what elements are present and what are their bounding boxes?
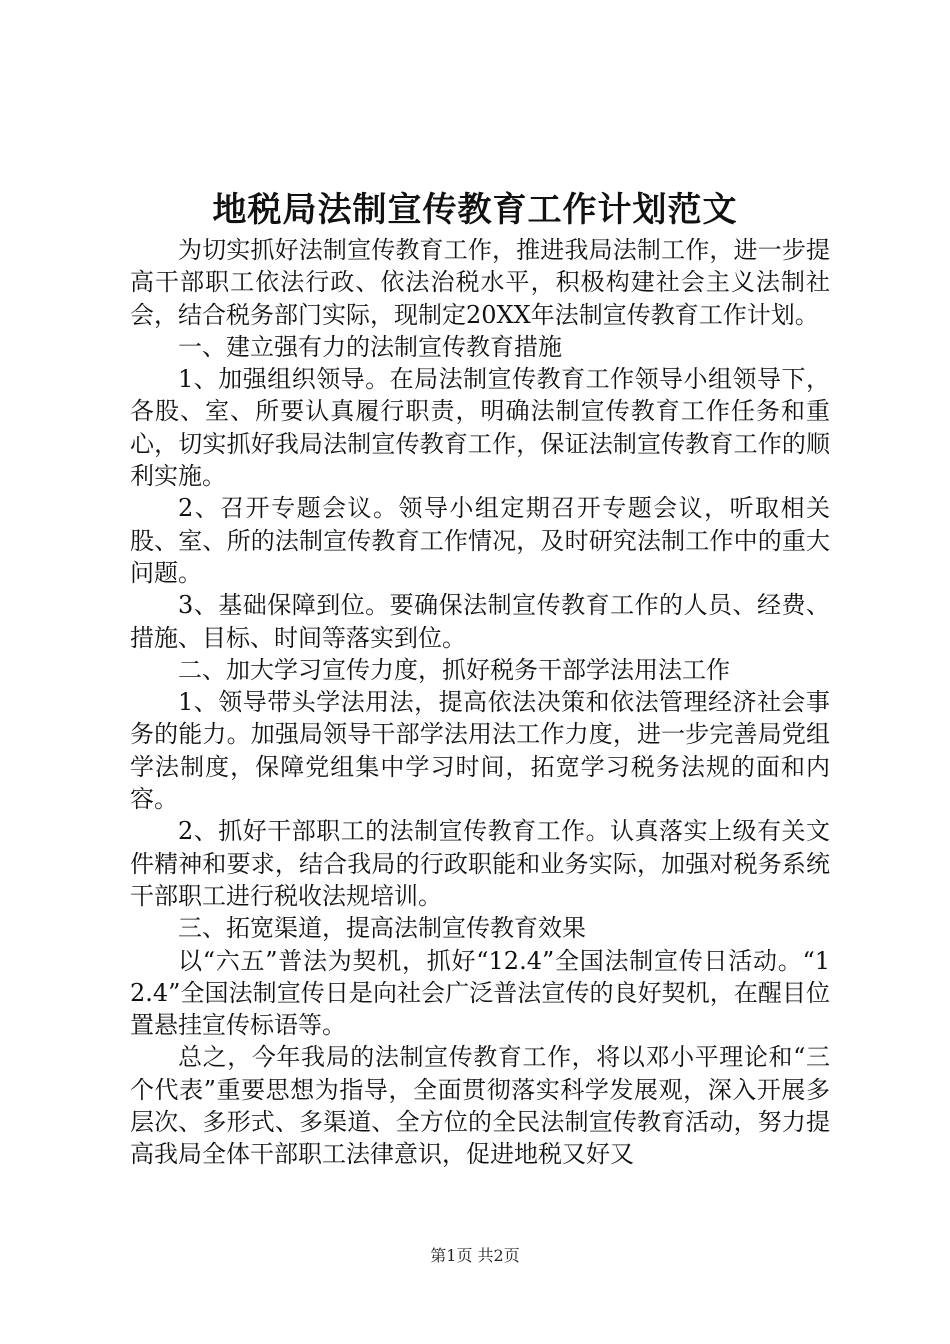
paragraph-1-1: 1、加强组织领导。在局法制宣传教育工作领导小组领导下，各股、室、所要认真履行职责，明确法制宣传教育工作任务和重心，切实抓好我局法制宣传教育工作，保证法制宣传教育工作的顺利实施。 — [130, 365, 830, 491]
intro-paragraph: 为切实抓好法制宣传教育工作，推进我局法制工作，进一步提高干部职工依法行政、依法治税水平，积极构建社会主义法制社会，结合税务部门实际，现制定20XX年法制宣传教育工作计划。 — [130, 236, 830, 329]
conclusion-paragraph: 总之，今年我局的法制宣传教育工作，将以邓小平理论和“三个代表”重要思想为指导，全面贯彻落实科学发展观，深入开展多层次、多形式、多渠道、全方位的全民法制宣传教育活动，努力提高我局全体干部职工法律意识，促进地税又好又 — [130, 1043, 830, 1169]
paragraph-3-1: 以“六五”普法为契机，抓好“12.4”全国法制宣传日活动。“12.4”全国法制宣传日是向社会广泛普法宣传的良好契机，在醒目位置悬挂宣传标语等。 — [130, 946, 830, 1040]
paragraph-1-2: 2、召开专题会议。领导小组定期召开专题会议，听取相关股、室、所的法制宣传教育工作情况，及时研究法制工作中的重大问题。 — [130, 494, 830, 587]
paragraph-1-3: 3、基础保障到位。要确保法制宣传教育工作的人员、经费、措施、目标、时间等落实到位。 — [130, 591, 830, 652]
page-footer: 第1页 共2页 — [430, 1246, 520, 1265]
section-heading-2: 二、加大学习宣传力度，抓好税务干部学法用法工作 — [178, 655, 730, 684]
section-heading-3: 三、拓宽渠道，提高法制宣传教育效果 — [178, 914, 586, 943]
paragraph-2-2: 2、抓好干部职工的法制宣传教育工作。认真落实上级有关文件精神和要求，结合我局的行政职能和业务实际，加强对税务系统干部职工进行税收法规培训。 — [130, 817, 830, 910]
document-title: 地税局法制宣传教育工作计划范文 — [212, 190, 738, 230]
section-heading-1: 一、建立强有力的法制宣传教育措施 — [178, 332, 562, 361]
paragraph-2-1: 1、领导带头学法用法，提高依法决策和依法管理经济社会事务的能力。加强局领导干部学法用法工作力度，进一步完善局党组学法制度，保障党组集中学习时间，拓宽学习税务法规的面和内容。 — [130, 688, 830, 814]
document-body — [130, 234, 830, 1171]
